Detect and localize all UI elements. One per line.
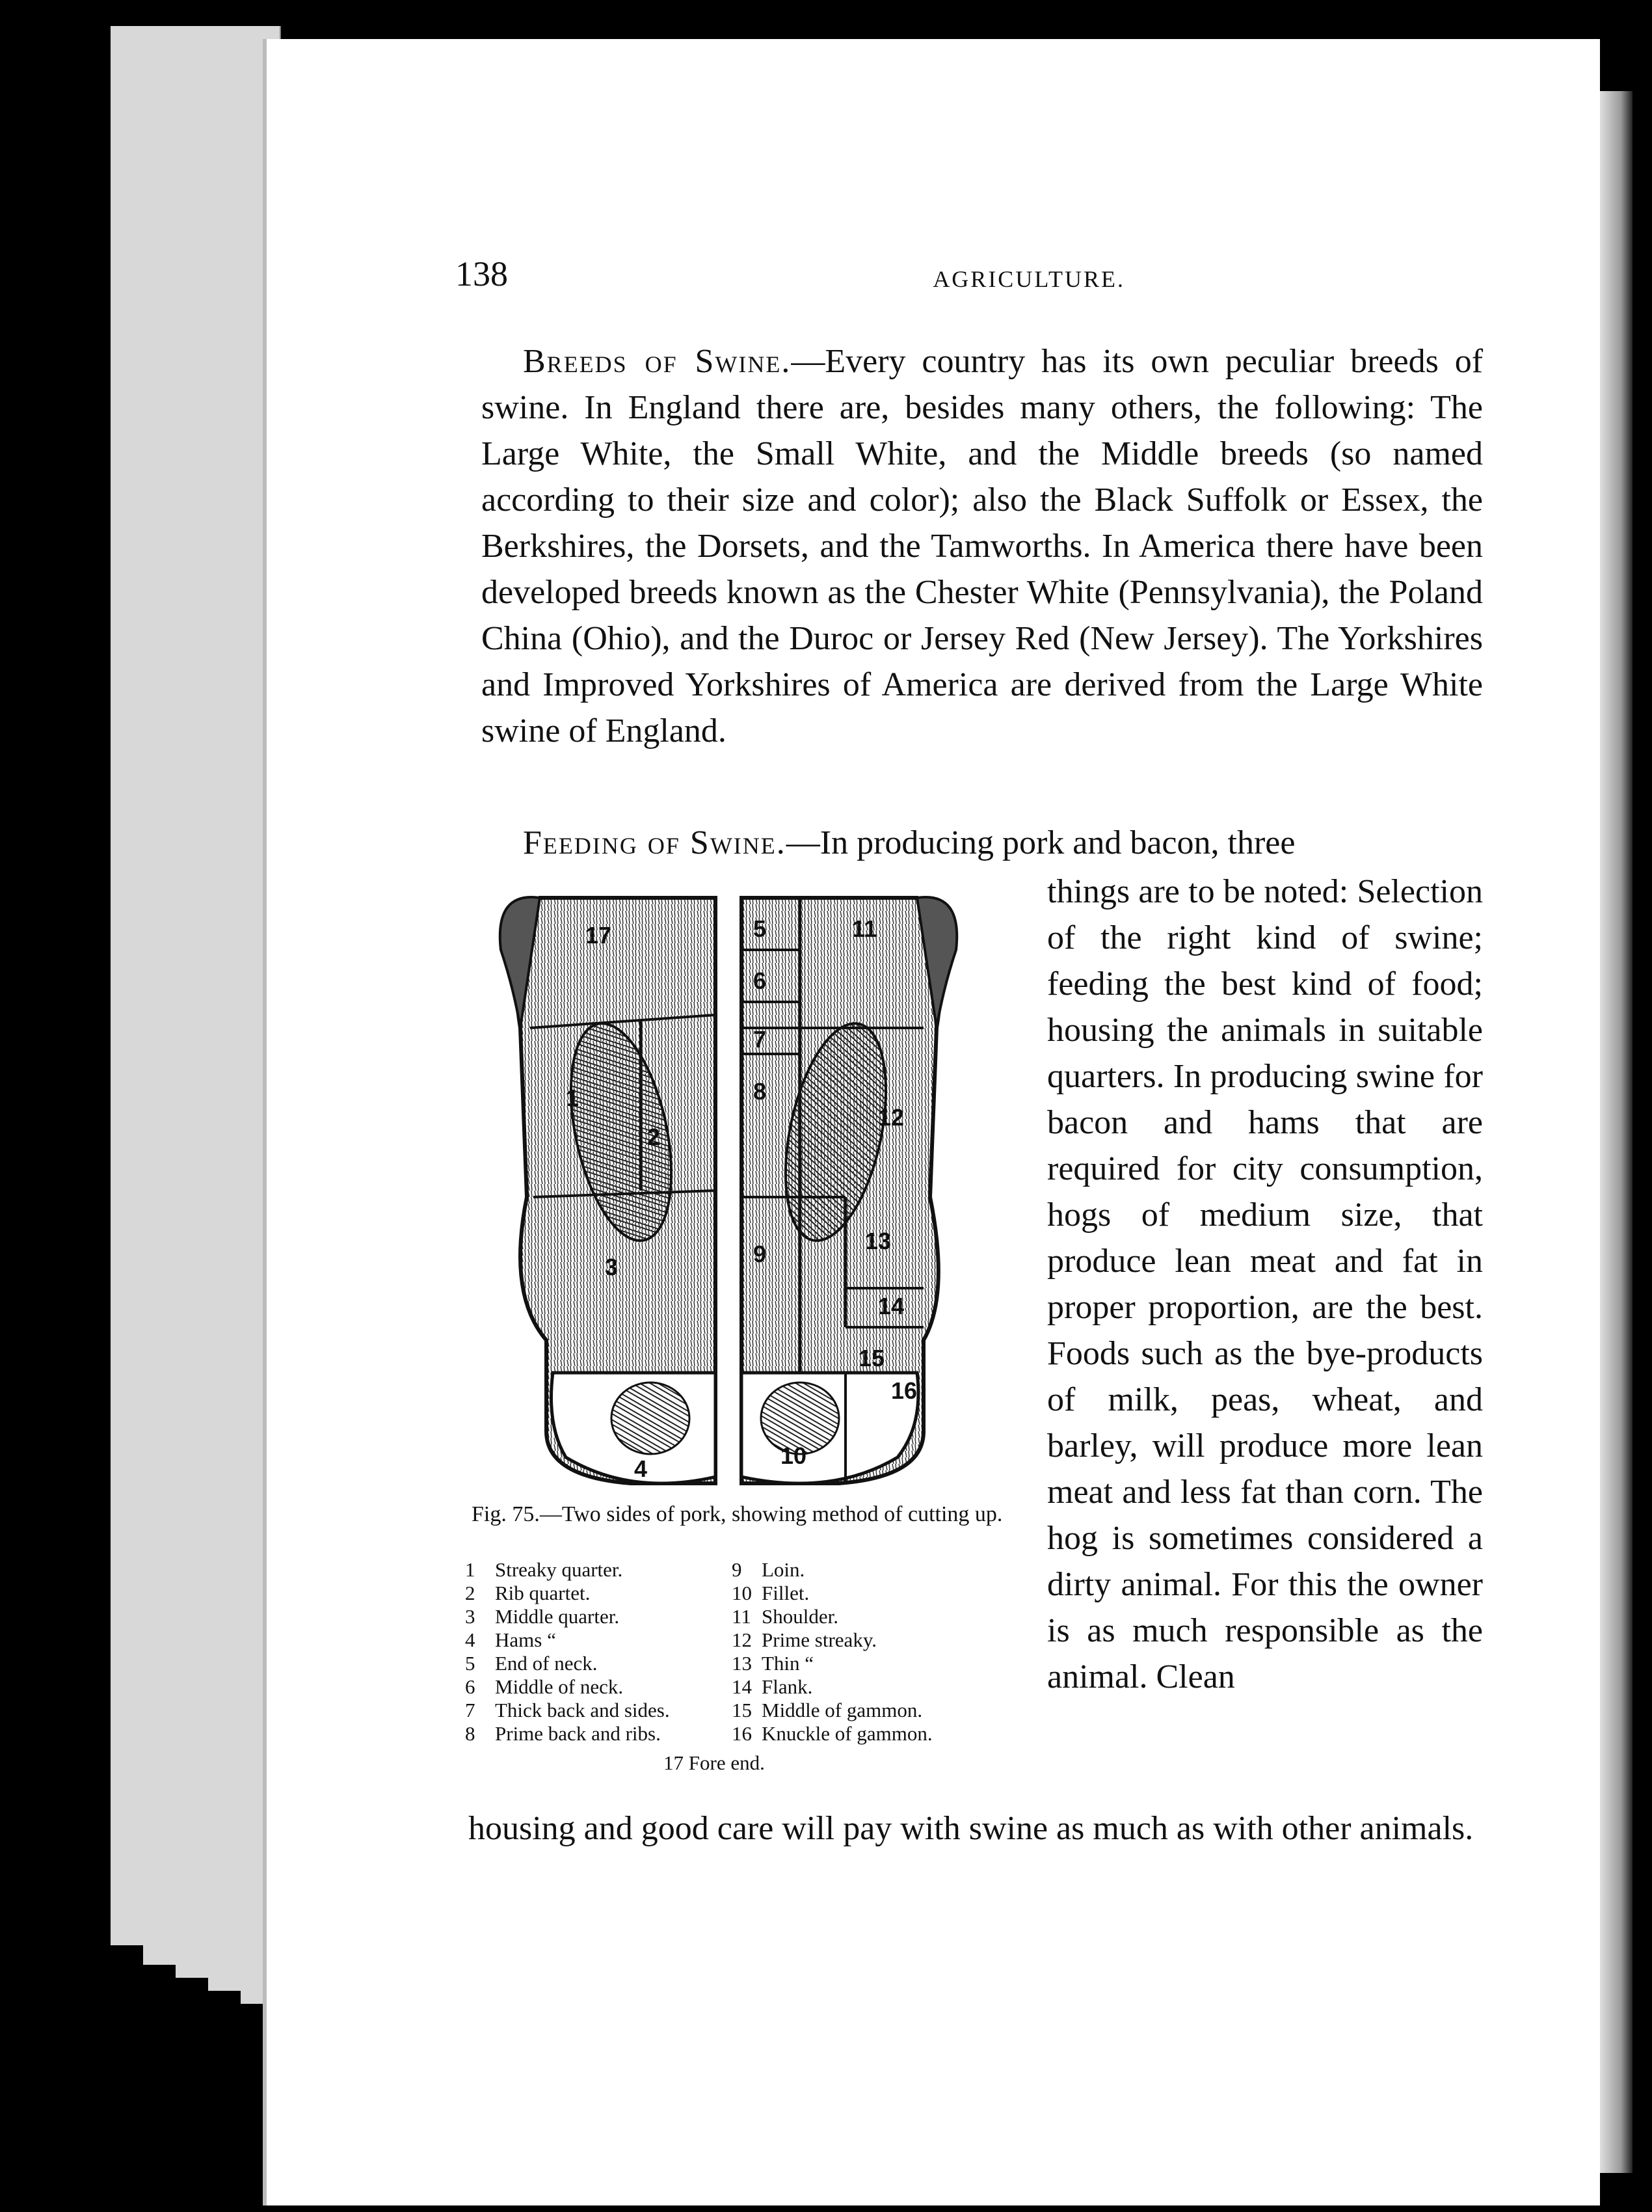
legend-item: 2 Rib quartet.: [465, 1582, 591, 1604]
page-number: 138: [455, 254, 508, 293]
region-11: 11: [852, 915, 877, 942]
figure-legend-footer: 17 Fore end.: [663, 1751, 765, 1774]
legend-item: 12 Prime streaky.: [732, 1628, 877, 1651]
running-title: AGRICULTURE.: [933, 266, 1125, 292]
region-15: 15: [859, 1345, 885, 1371]
region-10: 10: [780, 1442, 807, 1469]
region-7: 7: [753, 1026, 767, 1053]
region-1: 1: [566, 1085, 580, 1111]
region-4: 4: [634, 1455, 648, 1482]
legend-item: 8 Prime back and ribs.: [465, 1722, 661, 1745]
region-2: 2: [647, 1124, 661, 1150]
legend-item: 11 Shoulder.: [732, 1605, 838, 1628]
legend-item: 4 Hams “: [465, 1628, 556, 1651]
pork-cuts-diagram: [468, 872, 1015, 1496]
legend-item: 7 Thick back and sides.: [465, 1699, 670, 1721]
book-page-edges: [98, 26, 293, 1978]
region-12: 12: [878, 1104, 905, 1131]
region-13: 13: [865, 1228, 892, 1254]
legend-item: 14 Flank.: [732, 1675, 813, 1698]
figure-legend-right: [732, 1558, 1018, 1746]
region-17: 17: [585, 922, 612, 949]
legend-item: 15 Middle of gammon.: [732, 1699, 923, 1721]
paragraph-feeding-of-swine-first-line: [481, 820, 1483, 866]
paragraph-breeds-of-swine: [481, 338, 1483, 754]
running-head: [455, 254, 1125, 306]
legend-item: 6 Middle of neck.: [465, 1675, 624, 1698]
paragraph-heading: Breeds of Swine.: [523, 343, 792, 380]
region-9: 9: [753, 1241, 767, 1267]
paragraph-text: —In producing pork and bacon, three: [786, 824, 1296, 861]
figure-legend-left: [465, 1558, 738, 1746]
paragraph-text: —Every country has its own peculiar breeds of swine. In England there are, besides many others, the following: The Large White, the Small White, and the Middle breeds (so named according to their size and color); also the Black Suffolk or Essex, the Berkshires, the Dorsets, and the Tamworths. In America there have been developed breeds known as the Chester White (Pennsylvania), the Poland China (Ohio), and the Duroc or Jersey Red (New Jersey). The Yorkshires and Improved Yorkshires of America are derived from the Large White swine of England.: [481, 343, 1484, 749]
region-14: 14: [878, 1293, 905, 1319]
legend-item: 16 Knuckle of gammon.: [732, 1722, 933, 1745]
region-3: 3: [605, 1254, 619, 1280]
paragraph-heading: Feeding of Swine.: [523, 824, 786, 861]
region-6: 6: [753, 967, 767, 994]
figure-caption: Fig. 75.—Two sides of pork, showing method of cutting up.: [472, 1502, 1003, 1526]
legend-item: 10 Fillet.: [732, 1582, 810, 1604]
legend-item: 9 Loin.: [732, 1558, 805, 1581]
legend-item: 13 Thin “: [732, 1652, 814, 1675]
region-16: 16: [891, 1377, 918, 1404]
pork-cuts-figure: [468, 872, 1015, 1496]
region-5: 5: [753, 915, 767, 942]
paragraph-feeding-of-swine-tail: housing and good care will pay with swine as much as with other animals.: [468, 1810, 1474, 1847]
legend-item: 3 Middle quarter.: [465, 1605, 620, 1628]
paragraph-feeding-of-swine-wrapped: things are to be noted: Selection of the right kind of swine; feeding the best kind of food; housing the animals in suitable quarters. In producing swine for bacon and hams that are required for city consumption, hogs of medium size, that produce lean meat and fat in proper proportion, are the best. Foods such as the bye-products of milk, peas, wheat, and barley, will produce more lean meat and less fat than corn. The hog is sometimes considered a dirty animal. For this the owner is as much responsible as the animal. Clean: [1047, 873, 1483, 1695]
legend-item: 5 End of neck.: [465, 1652, 598, 1675]
legend-item: 1 Streaky quarter.: [465, 1558, 623, 1581]
region-8: 8: [753, 1078, 767, 1105]
